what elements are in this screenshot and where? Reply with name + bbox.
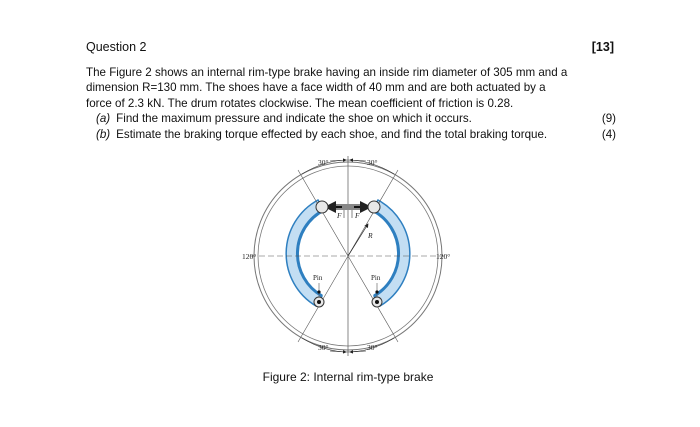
angle-bottom-right: 30° xyxy=(367,343,378,352)
left-shoe-end-circle xyxy=(316,201,328,213)
part-b xyxy=(96,128,616,141)
question-body xyxy=(86,65,616,111)
part-b-marks: (4) xyxy=(601,128,616,141)
pin-label-right: Pin xyxy=(371,274,381,282)
pin-label-left: Pin xyxy=(313,274,323,282)
part-b-label: (b) xyxy=(96,128,111,141)
angle-bottom-left: 30° xyxy=(318,343,329,352)
angle-left: 120° xyxy=(242,252,257,261)
question-heading xyxy=(86,40,614,54)
figure-caption xyxy=(0,370,700,384)
force-label-left: F xyxy=(337,211,342,220)
left-pin-marker xyxy=(317,290,320,293)
angle-top-left: 30° xyxy=(318,158,329,167)
body-line: force of 2.3 kN. The drum rotates clockwise. The mean coefficient of friction is 0.28. xyxy=(86,96,514,110)
part-a xyxy=(96,112,616,125)
right-pin-marker xyxy=(375,290,378,293)
left-shoe-lining xyxy=(286,200,324,306)
right-shoe-end-circle xyxy=(368,201,380,213)
right-shoe-lining xyxy=(372,200,410,306)
brake-diagram xyxy=(230,150,470,362)
question-marks: [13] xyxy=(591,40,614,54)
part-a-label: (a) xyxy=(96,112,111,125)
part-a-text: Find the maximum pressure and indicate the shoe on which it occurs. xyxy=(116,112,472,125)
question-title: Question 2 xyxy=(86,40,147,54)
radius-line xyxy=(348,224,368,256)
body-line: The Figure 2 shows an internal rim-type brake having an inside rim diameter of 305 mm and a xyxy=(86,66,568,79)
left-pin-center xyxy=(317,300,321,304)
right-pin-center xyxy=(375,300,379,304)
angle-top-right: 30° xyxy=(367,158,378,167)
angle-right: 120° xyxy=(436,252,451,261)
body-line: dimension R=130 mm. The shoes have a face width of 40 mm and are both actuated by a xyxy=(86,81,546,95)
part-b-text: Estimate the braking torque effected by each shoe, and find the total braking torque. xyxy=(116,128,548,141)
part-a-marks: (9) xyxy=(601,112,616,125)
brake-figure xyxy=(230,150,470,367)
radius-label: R xyxy=(368,231,373,240)
force-label-right: F xyxy=(355,211,360,220)
figure-caption-text: Figure 2: Internal rim-type brake xyxy=(262,370,434,384)
